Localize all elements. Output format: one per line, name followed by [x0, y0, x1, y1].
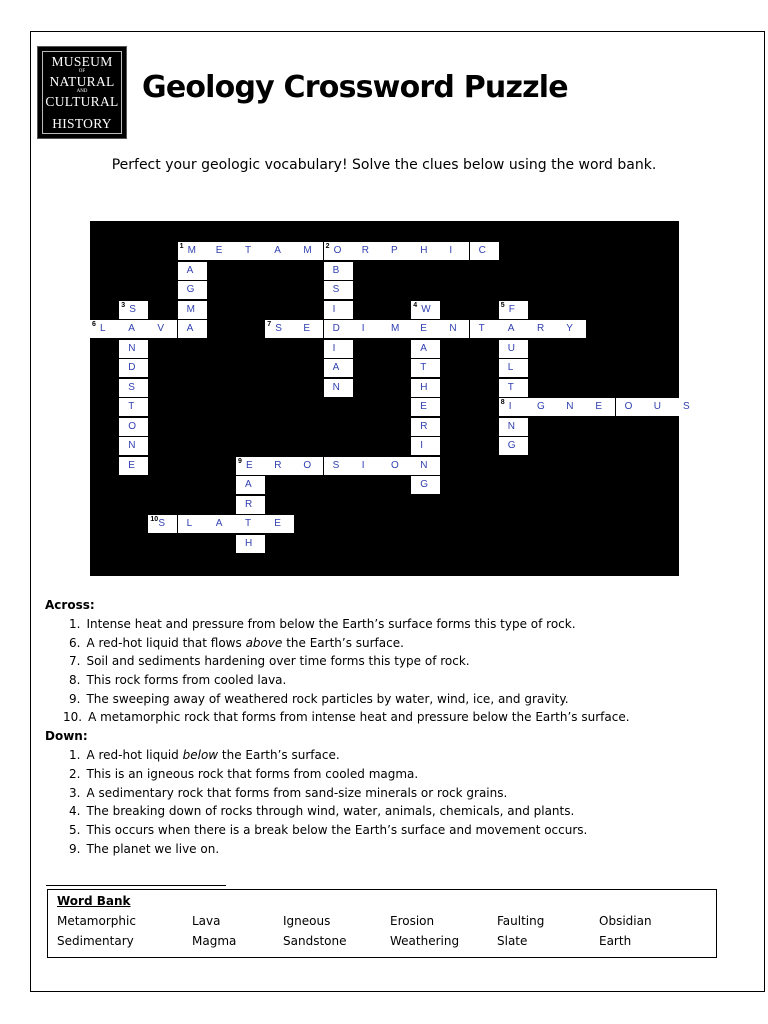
crossword-cell[interactable] — [499, 398, 528, 416]
cell-letter: I — [361, 323, 365, 334]
crossword-cell[interactable] — [324, 262, 353, 280]
crossword-cell[interactable] — [119, 437, 148, 455]
clue-number: 1 — [179, 243, 184, 250]
clue-text: the Earth’s surface. — [218, 748, 340, 763]
clue-text: A sedimentary rock that forms from sand-size minerals or rock grains. — [86, 785, 508, 800]
cell-letter: D — [128, 362, 136, 373]
crossword-cell[interactable] — [411, 476, 440, 494]
across-clue — [45, 615, 630, 634]
crossword-cell[interactable] — [353, 242, 382, 260]
clues-section — [45, 596, 630, 858]
crossword-cell[interactable] — [236, 535, 265, 553]
crossword-cell[interactable] — [207, 515, 236, 533]
cell-letter: T — [128, 401, 135, 412]
cell-letter: G — [420, 479, 428, 490]
crossword-cell[interactable] — [528, 398, 557, 416]
crossword-cell[interactable] — [324, 379, 353, 397]
clue-text: The planet we live on. — [86, 841, 220, 856]
cell-letter: F — [508, 303, 515, 315]
word-bank-word: Igneous — [283, 914, 331, 928]
clue-label: 3. — [69, 785, 81, 800]
cell-letter: N — [420, 459, 428, 471]
crossword-cell[interactable] — [645, 398, 674, 416]
crossword-cell[interactable] — [411, 242, 440, 260]
across-heading: Across: — [45, 598, 95, 612]
clue-text: This occurs when there is a break below the Earth’s surface and movement occurs. — [86, 822, 588, 837]
crossword-cell[interactable] — [674, 398, 703, 416]
cell-letter: A — [507, 323, 515, 334]
crossword-cell[interactable] — [499, 301, 528, 319]
cell-letter: E — [246, 459, 253, 471]
crossword-cell[interactable] — [119, 379, 148, 397]
across-clue — [45, 652, 630, 671]
crossword-cell[interactable] — [119, 457, 148, 475]
cell-letter: S — [129, 303, 136, 315]
word-bank-word: Magma — [192, 934, 237, 948]
crossword-grid — [90, 221, 690, 576]
cell-letter: T — [245, 518, 252, 529]
word-bank — [47, 889, 717, 958]
cell-letter: O — [333, 245, 342, 256]
clue-label: 1. — [69, 748, 81, 763]
crossword-cell[interactable] — [294, 320, 323, 338]
down-heading: Down: — [45, 729, 88, 744]
crossword-cell[interactable] — [382, 320, 411, 338]
crossword-cell[interactable] — [265, 515, 294, 533]
crossword-cell[interactable] — [265, 242, 294, 260]
cell-letter: I — [508, 401, 512, 412]
cell-letter: E — [420, 401, 427, 412]
cell-letter: N — [128, 440, 136, 451]
across-clue — [45, 708, 630, 727]
cell-letter: S — [332, 459, 340, 471]
cell-letter: A — [215, 518, 223, 529]
cell-letter: I — [449, 245, 453, 256]
crossword-cell[interactable] — [236, 496, 265, 514]
cell-letter: P — [391, 245, 398, 256]
crossword-cell[interactable] — [440, 320, 469, 338]
clue-text: This rock forms from cooled lava. — [86, 673, 287, 688]
cell-letter: L — [100, 323, 106, 334]
crossword-cell[interactable] — [119, 301, 148, 319]
crossword-cell[interactable] — [265, 320, 294, 338]
crossword-cell[interactable] — [411, 301, 440, 319]
cell-letter: S — [128, 381, 135, 393]
crossword-cell[interactable] — [411, 457, 440, 475]
crossword-cell[interactable] — [528, 320, 557, 338]
clue-label: 7. — [69, 654, 81, 669]
page-subtitle: Perfect your geologic vocabulary! Solve the clues below using the word bank. — [111, 157, 657, 173]
clue-number: 2 — [325, 243, 330, 250]
cell-letter: N — [566, 401, 574, 412]
cell-letter: A — [420, 342, 427, 354]
cell-letter: W — [421, 303, 431, 315]
clue-number: 10 — [150, 516, 159, 523]
crossword-cell[interactable] — [207, 242, 236, 260]
cell-letter: E — [595, 401, 603, 412]
crossword-cell[interactable] — [178, 515, 207, 533]
cell-letter: V — [157, 323, 165, 334]
clue-label: 2. — [69, 766, 81, 781]
word-bank-word: Faulting — [497, 914, 545, 928]
cell-letter: R — [245, 498, 253, 510]
cell-letter: G — [186, 284, 195, 295]
cell-letter: M — [186, 303, 195, 315]
clue-label: 4. — [69, 804, 81, 819]
crossword-cell[interactable] — [119, 340, 148, 358]
crossword-cell[interactable] — [411, 418, 440, 436]
crossword-cell[interactable] — [178, 242, 207, 260]
crossword-cell[interactable] — [411, 340, 440, 358]
crossword-cell[interactable] — [411, 379, 440, 397]
cell-letter: U — [507, 342, 516, 354]
cell-letter: H — [420, 245, 428, 256]
clue-label: 6. — [69, 635, 81, 650]
crossword-cell[interactable] — [265, 457, 294, 475]
crossword-cell[interactable] — [178, 320, 207, 338]
crossword-cell[interactable] — [119, 320, 148, 338]
word-bank-word: Sandstone — [283, 934, 347, 948]
crossword-cell[interactable] — [324, 320, 353, 338]
cell-letter: Y — [566, 323, 573, 334]
clue-number: 3 — [121, 301, 126, 309]
crossword-cell[interactable] — [616, 398, 645, 416]
crossword-cell[interactable] — [236, 476, 265, 494]
clue-number: 4 — [413, 301, 418, 309]
clue-text: below — [182, 748, 219, 763]
cell-letter: A — [274, 245, 281, 256]
clue-text: A red-hot liquid — [86, 748, 183, 763]
crossword-cell[interactable] — [324, 281, 353, 299]
word-bank-word: Metamorphic — [57, 914, 136, 928]
crossword-cell[interactable] — [119, 418, 148, 436]
cell-letter: A — [186, 323, 194, 334]
cell-letter: I — [332, 303, 336, 315]
clue-text: above — [245, 635, 283, 650]
down-clue — [45, 784, 630, 803]
cell-letter: A — [332, 362, 340, 373]
cell-letter: N — [332, 381, 340, 393]
cell-letter: E — [128, 459, 135, 471]
clue-text: A metamorphic rock that forms from intense heat and pressure below the Earth’s surface. — [88, 710, 630, 725]
clue-text: This is an igneous rock that forms from cooled magma. — [86, 766, 419, 781]
cell-letter: R — [274, 459, 282, 471]
crossword-cell[interactable] — [178, 281, 207, 299]
cell-letter: O — [303, 459, 312, 471]
crossword-cell[interactable] — [382, 457, 411, 475]
down-clue — [45, 821, 630, 840]
museum-logo: MUSEUM OF NATURAL AND CULTURAL HISTORY — [37, 46, 127, 139]
cell-letter: N — [128, 342, 136, 354]
word-bank-word: Obsidian — [599, 914, 652, 928]
crossword-cell[interactable] — [236, 515, 265, 533]
cell-letter: T — [245, 245, 252, 256]
cell-letter: E — [303, 323, 311, 334]
down-clue — [45, 802, 630, 821]
crossword-cell[interactable] — [353, 320, 382, 338]
down-clue-list — [45, 746, 630, 858]
clue-label: 8. — [69, 673, 81, 688]
down-clue — [45, 840, 630, 859]
cell-letter: E — [274, 518, 281, 529]
crossword-cell[interactable] — [178, 301, 207, 319]
cell-letter: S — [332, 284, 340, 295]
down-clue — [45, 746, 630, 765]
divider — [46, 885, 226, 886]
cell-letter: R — [420, 420, 428, 432]
crossword-cell[interactable] — [324, 359, 353, 377]
word-bank-word: Sedimentary — [57, 934, 134, 948]
clue-text: The sweeping away of weathered rock particles by water, wind, ice, and gravity. — [86, 691, 569, 706]
cell-letter: O — [128, 420, 136, 432]
cell-letter: A — [186, 264, 194, 276]
cell-letter: M — [391, 323, 400, 334]
crossword-cell[interactable] — [411, 398, 440, 416]
cell-letter: H — [420, 381, 428, 393]
across-clue — [45, 634, 630, 653]
cell-letter: H — [245, 537, 253, 549]
crossword-cell[interactable] — [324, 301, 353, 319]
crossword-cell[interactable] — [440, 242, 469, 260]
cell-letter: D — [332, 323, 340, 334]
across-clue-list — [45, 615, 630, 727]
cell-letter: E — [420, 323, 427, 334]
cell-letter: N — [449, 323, 457, 334]
cell-letter: T — [420, 362, 427, 373]
clue-number: 9 — [238, 457, 242, 465]
crossword-cell[interactable] — [382, 242, 411, 260]
crossword-cell[interactable] — [324, 340, 353, 358]
cell-letter: I — [332, 342, 336, 354]
crossword-cell[interactable] — [294, 457, 323, 475]
clue-number: 6 — [92, 321, 96, 328]
cell-letter: M — [187, 245, 196, 256]
clue-text: Soil and sediments hardening over time forms this type of rock. — [86, 654, 470, 669]
cell-letter: S — [683, 401, 690, 412]
cell-letter: I — [361, 459, 365, 471]
cell-letter: U — [653, 401, 662, 412]
crossword-cell[interactable] — [557, 398, 586, 416]
crossword-cell[interactable] — [236, 242, 265, 260]
crossword-cell[interactable] — [119, 398, 148, 416]
cell-letter: A — [245, 479, 252, 490]
cell-letter: G — [507, 440, 516, 451]
cell-letter: L — [507, 362, 514, 373]
cell-letter: S — [158, 518, 166, 529]
crossword-cell[interactable] — [557, 320, 586, 338]
crossword-cell[interactable] — [470, 242, 499, 260]
cell-letter: O — [624, 401, 633, 412]
crossword-cell[interactable] — [411, 320, 440, 338]
cell-letter: G — [537, 401, 545, 412]
crossword-cell[interactable] — [499, 379, 528, 397]
clue-number: 8 — [500, 399, 505, 406]
cell-letter: C — [478, 245, 486, 256]
crossword-cell[interactable] — [119, 359, 148, 377]
clue-label: 9. — [69, 841, 81, 856]
cell-letter: B — [332, 264, 340, 276]
clue-label: 1. — [69, 617, 81, 631]
crossword-cell[interactable] — [499, 320, 528, 338]
crossword-cell[interactable] — [353, 457, 382, 475]
cell-letter: R — [537, 323, 545, 334]
word-bank-word: Weathering — [390, 934, 460, 948]
cell-letter: O — [391, 459, 399, 471]
clue-label: 10. — [63, 710, 83, 725]
cell-letter: M — [303, 245, 312, 256]
cell-letter: S — [275, 323, 282, 334]
crossword-cell[interactable] — [148, 515, 177, 533]
cell-letter: R — [361, 245, 370, 256]
word-bank-word: Lava — [192, 914, 221, 928]
crossword-cell[interactable] — [294, 242, 323, 260]
crossword-cell[interactable] — [499, 340, 528, 358]
crossword-cell[interactable] — [148, 320, 177, 338]
crossword-cell[interactable] — [586, 398, 615, 416]
crossword-cell[interactable] — [499, 359, 528, 377]
clue-text: Intense heat and pressure from below the Earth’s surface forms this type of rock. — [86, 617, 576, 631]
crossword-cell[interactable] — [499, 418, 528, 436]
crossword-cell[interactable] — [411, 359, 440, 377]
cell-letter: T — [478, 323, 485, 334]
cell-letter: I — [420, 440, 423, 451]
cell-letter: E — [215, 245, 223, 256]
crossword-cell[interactable] — [499, 437, 528, 455]
across-clue — [45, 671, 630, 690]
cell-letter: A — [128, 323, 135, 334]
crossword-cell[interactable] — [324, 242, 353, 260]
crossword-cell[interactable] — [178, 262, 207, 280]
down-clue — [45, 765, 630, 784]
word-bank-word: Slate — [497, 934, 528, 948]
word-bank-heading: Word Bank — [57, 894, 131, 908]
crossword-cell[interactable] — [324, 457, 353, 475]
across-clue — [45, 690, 630, 709]
clue-number: 5 — [500, 301, 505, 309]
clue-text: A red-hot liquid that flows — [86, 635, 246, 650]
clue-number: 7 — [267, 321, 272, 328]
cell-letter: N — [507, 420, 516, 432]
crossword-cell[interactable] — [470, 320, 499, 338]
page-title: Geology Crossword Puzzle — [142, 70, 568, 105]
word-bank-word: Erosion — [390, 914, 435, 928]
cell-letter: L — [186, 518, 193, 529]
cell-letter: T — [507, 381, 514, 393]
crossword-cell[interactable] — [411, 437, 440, 455]
clue-text: the Earth’s surface. — [282, 635, 404, 650]
crossword-cell[interactable] — [90, 320, 119, 338]
clue-label: 9. — [69, 691, 81, 706]
word-bank-word: Earth — [599, 934, 632, 948]
crossword-cell[interactable] — [236, 457, 265, 475]
clue-label: 5. — [69, 822, 81, 837]
clue-text: The breaking down of rocks through wind, water, animals, chemicals, and plants. — [86, 804, 575, 819]
